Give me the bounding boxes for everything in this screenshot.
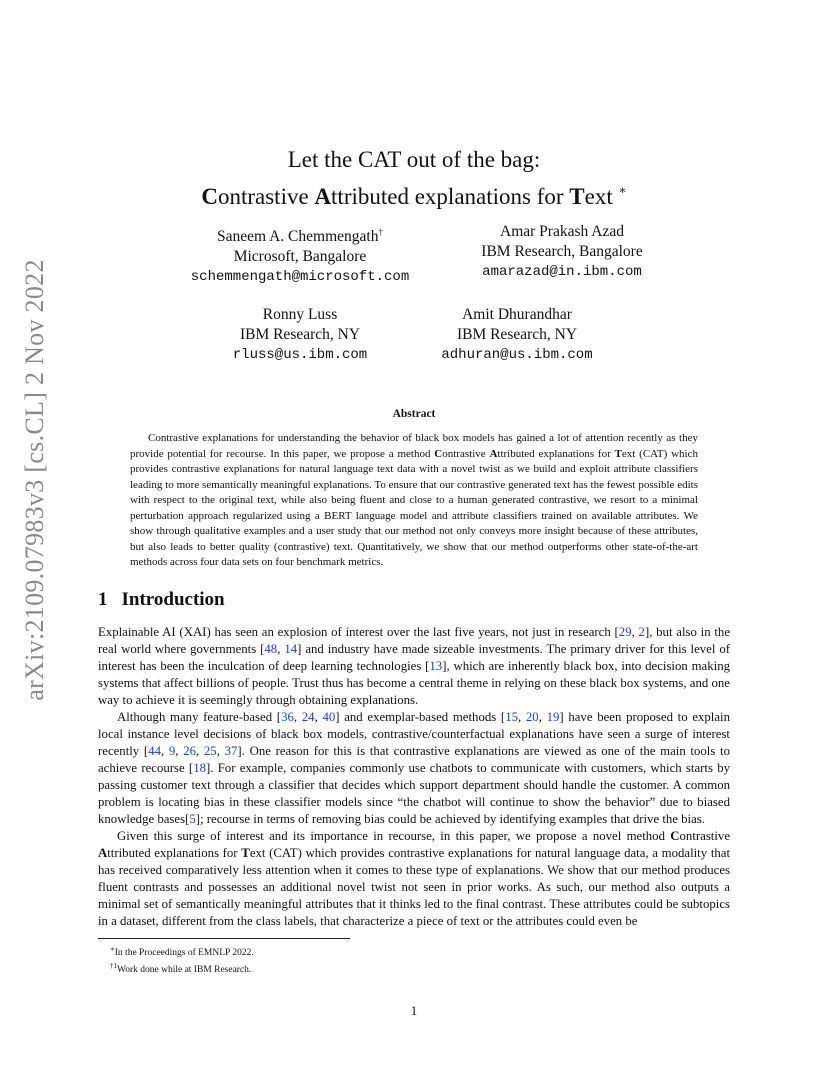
author-block-4	[412, 305, 622, 365]
citation-link[interactable]: 19	[546, 710, 560, 724]
introduction-body	[98, 624, 730, 930]
author-affiliation: IBM Research, NY	[239, 326, 361, 343]
author-name: Amar Prakash Azad	[500, 223, 624, 240]
paragraph-2: Although many feature-based [36, 24, 40] and exemplar-based methods [15, 20, 19] have been proposed to explain local instance level decisions of black box models, contrastive/counterfactual explanations have seen a surge of interest recently [44, 9, 26, 25, 37]. One reason for this is that contrastive explanations are viewed as one of the main tools to achieve recourse [18]. For example, companies commonly use chatbots to communicate with customers, which starts by passing customer text through a classifier that decides which support department should handle the customer. A common problem is locating bias in these classifier models since “the chatbot will continue to show the behavior” due to biased knowledge bases[5]; recourse in terms of removing bias could be achieved by identifying examples that drive the bias.	[98, 710, 730, 826]
citation-link[interactable]: 24	[301, 710, 315, 724]
title-line-1: Let the CAT out of the bag:	[287, 147, 541, 172]
page-number: 1	[410, 1003, 418, 1018]
title-word-2: ttributed explanations for	[331, 184, 570, 209]
paragraph-1: Explainable AI (XAI) has seen an explosion of interest over the last five years, not just in research [29, 2], but also in the real world where governments [48, 14] and industry have made sizeable investments. The primary driver for this level of interest has been the inculcation of deep learning technologies [13], which are inherently black box, into decision making systems that affect billions of people. Trust thus has become a central theme in relying on these black box systems, and one way to achieve it is seemingly through obtaining explanations.	[98, 625, 730, 707]
citation-link[interactable]: 40	[322, 710, 336, 724]
title-footnote-mark: ∗	[618, 183, 627, 197]
arxiv-id-text: arXiv:2109.07983v3 [cs.CL] 2 Nov 2022	[20, 259, 49, 701]
citation-link[interactable]: 36	[281, 710, 294, 724]
title-line-2	[100, 175, 728, 212]
citation-link[interactable]: 2	[638, 625, 645, 639]
author-name: Saneem A. Chemmengath†	[217, 227, 383, 245]
author-affiliation: Microsoft, Bangalore	[233, 248, 367, 265]
citation-link[interactable]: 44	[148, 744, 161, 758]
citation-link[interactable]: 25	[203, 744, 217, 758]
citation-link[interactable]: 20	[525, 710, 539, 724]
author-name: Ronny Luss	[262, 306, 338, 323]
citation-link[interactable]: 29	[618, 625, 632, 639]
footnote-divider	[98, 938, 350, 939]
title-cap-a: A	[314, 184, 332, 209]
author-block-3	[190, 305, 410, 365]
author-email[interactable]: adhuran@us.ibm.com	[441, 347, 593, 363]
author-footnote-mark: †	[378, 227, 383, 237]
footnote-1: ∗In the Proceedings of EMNLP 2022.	[110, 945, 254, 958]
footnotes	[110, 943, 254, 977]
title-word-1: ontrastive	[217, 184, 315, 209]
citation-link[interactable]: 26	[183, 744, 196, 758]
author-email[interactable]: schemmengath@microsoft.com	[190, 269, 410, 285]
title-word-3: ext	[584, 184, 613, 209]
paper-title	[100, 145, 728, 212]
footnote-2: $^{\dagger 1}$Work done while at IBM Research.	[110, 962, 252, 975]
citation-link[interactable]: 15	[505, 710, 518, 724]
citation-link[interactable]: 5	[189, 812, 196, 826]
section-number: 1	[98, 589, 108, 610]
citation-link[interactable]: 18	[193, 761, 206, 775]
abstract-text: Contrastive explanations for understanding the behavior of black box models has gained a lot of attention recently as they provide potential for recourse. In this paper, we propose a method Contrastive Attributed explanations for Text (CAT) which provides contrastive explanations for natural language text data with a novel twist as we build and exploit attribute classifiers leading to more semantically meaningful explanations. To ensure that our contrastive generated text has the fewest possible edits with respect to the original text, while also being fluent and close to a human generated contrastive, we resort to a minimal perturbation approach regularized using a BERT language model and attribute classifiers trained on available attributes. We show through qualitative examples and a user study that our method not only conveys more insight because of these attributes, but also leads to better quality (contrastive) text. Quantitatively, we show that our method outperforms other state-of-the-art methods across four data sets on four benchmark metrics.	[130, 432, 698, 568]
citation-link[interactable]: 37	[224, 744, 238, 758]
abstract-heading: Abstract	[392, 408, 436, 420]
author-block-2	[452, 222, 672, 282]
author-email[interactable]: rluss@us.ibm.com	[232, 347, 368, 363]
section-heading-introduction	[98, 589, 225, 611]
author-name: Amit Dhurandhar	[462, 306, 572, 323]
citation-link[interactable]: 9	[168, 744, 176, 758]
citation-link[interactable]: 48	[264, 642, 278, 656]
author-email[interactable]: amarazad@in.ibm.com	[482, 264, 642, 280]
section-title: Introduction	[121, 589, 225, 610]
title-cap-c: C	[201, 184, 218, 209]
title-cap-t: T	[569, 184, 585, 209]
arxiv-identifier-stamp	[18, 259, 52, 701]
paragraph-3: Given this surge of interest and its importance in recourse, in this paper, we propose a novel method Contrastive Attributed explanations for Text (CAT) which provides contrastive explanations for natural language data, a modality that has received comparatively less attention when it comes to these type of explanations. We show that our method produces fluent contrasts and possesses an additional novel twist not seen in prior works. As such, our method also outputs a minimal set of semantically meaningful attributes that it thinks led to the final contrast. These attributes could be subtopics in a dataset, different from the class labels, that characterize a piece of text or the attributes could even be	[98, 829, 731, 928]
author-affiliation: IBM Research, Bangalore	[481, 243, 643, 260]
citation-link[interactable]: 14	[284, 642, 298, 656]
citation-link[interactable]: 13	[429, 659, 443, 673]
author-block-1	[160, 222, 440, 287]
author-affiliation: IBM Research, NY	[456, 326, 578, 343]
